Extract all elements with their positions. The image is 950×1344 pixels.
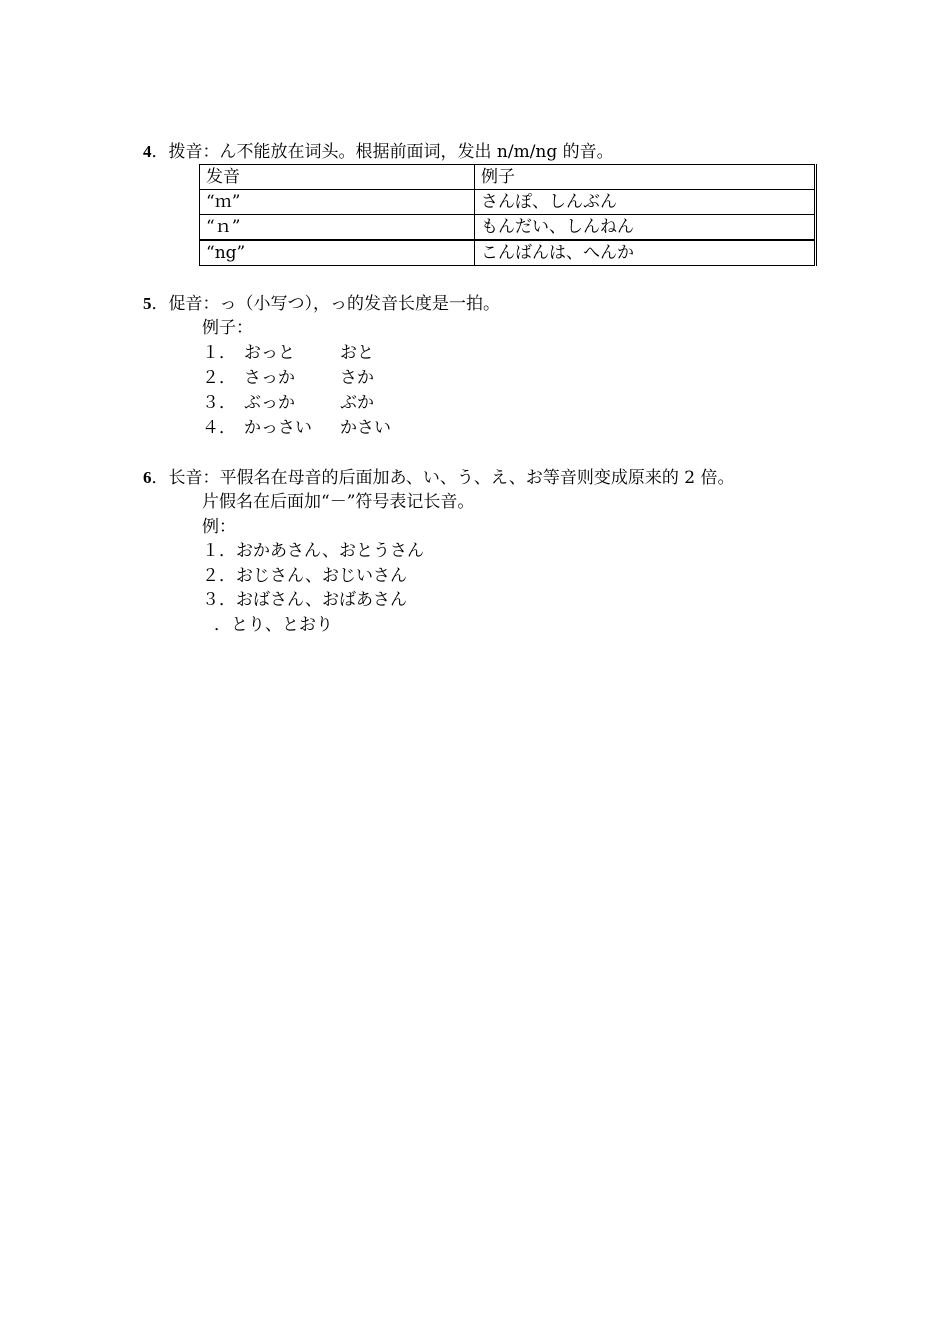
section-number: 5	[143, 294, 152, 313]
list-item	[143, 341, 500, 366]
list-item	[143, 416, 500, 441]
list-item-number: ３．	[202, 392, 236, 413]
section-number: 4	[143, 142, 152, 161]
section-heading-text: ．长音：平假名在母音的后面加あ、い、う、え、お等音则变成原来的 2 倍。	[151, 468, 735, 488]
section-4	[143, 140, 614, 164]
list-item-number: ４．	[202, 417, 236, 438]
pronunciation-table	[199, 164, 817, 266]
table-cell: “ｎ”	[200, 215, 475, 241]
table-cell: “ｍ”	[200, 190, 475, 215]
example-label: 例：	[202, 516, 236, 537]
list-item-word: ぶっか	[244, 392, 295, 413]
section-heading-text: ．促音：っ（小写つ），っ的发音长度是一拍。	[151, 294, 500, 314]
section-6-line2: 片假名在后面加“－”符号表记长音。	[202, 492, 475, 512]
list-item: ３．おばさん、おばあさん	[202, 590, 408, 610]
table-cell: “ng”	[200, 240, 475, 266]
section-heading-text: ．拨音：ん不能放在词头。根据前面词，发出 n/m/ng 的音。	[151, 142, 614, 162]
list-item-word: ぶか	[340, 392, 374, 413]
table-row	[200, 215, 816, 241]
section-5	[143, 292, 500, 441]
table-row	[200, 190, 816, 215]
table-header-cell: 例子	[475, 165, 816, 190]
section-5-heading	[143, 292, 500, 316]
table-cell: こんばんは、へんか	[475, 240, 816, 266]
table-cell: もんだい、しんねん	[475, 215, 816, 241]
list-item: １．おかあさん、おとうさん	[202, 541, 425, 561]
section-6	[143, 466, 734, 637]
list-item	[143, 366, 500, 391]
section-6-heading	[143, 466, 734, 490]
list-item-number: １．	[202, 342, 236, 363]
list-item	[143, 391, 500, 416]
table-header-row	[200, 165, 816, 190]
list-item-number: ２．	[202, 367, 236, 388]
list-item: ２．おじさん、おじいさん	[202, 565, 408, 586]
list-item-word: さか	[340, 367, 374, 388]
table-row	[200, 240, 816, 266]
list-item-word: かっさい	[244, 417, 312, 438]
list-item-word: かさい	[340, 417, 391, 438]
list-item-word: おっと	[244, 342, 295, 363]
section-4-heading	[143, 140, 614, 164]
section-number: 6	[143, 468, 152, 487]
list-item-word: さっか	[244, 367, 295, 388]
list-item: ．とり、とおり	[214, 614, 333, 635]
table-cell: さんぽ、しんぶん	[475, 190, 816, 215]
example-label: 例子：	[202, 318, 253, 338]
list-item-word: おと	[340, 342, 374, 363]
table-header-cell: 发音	[200, 165, 475, 190]
